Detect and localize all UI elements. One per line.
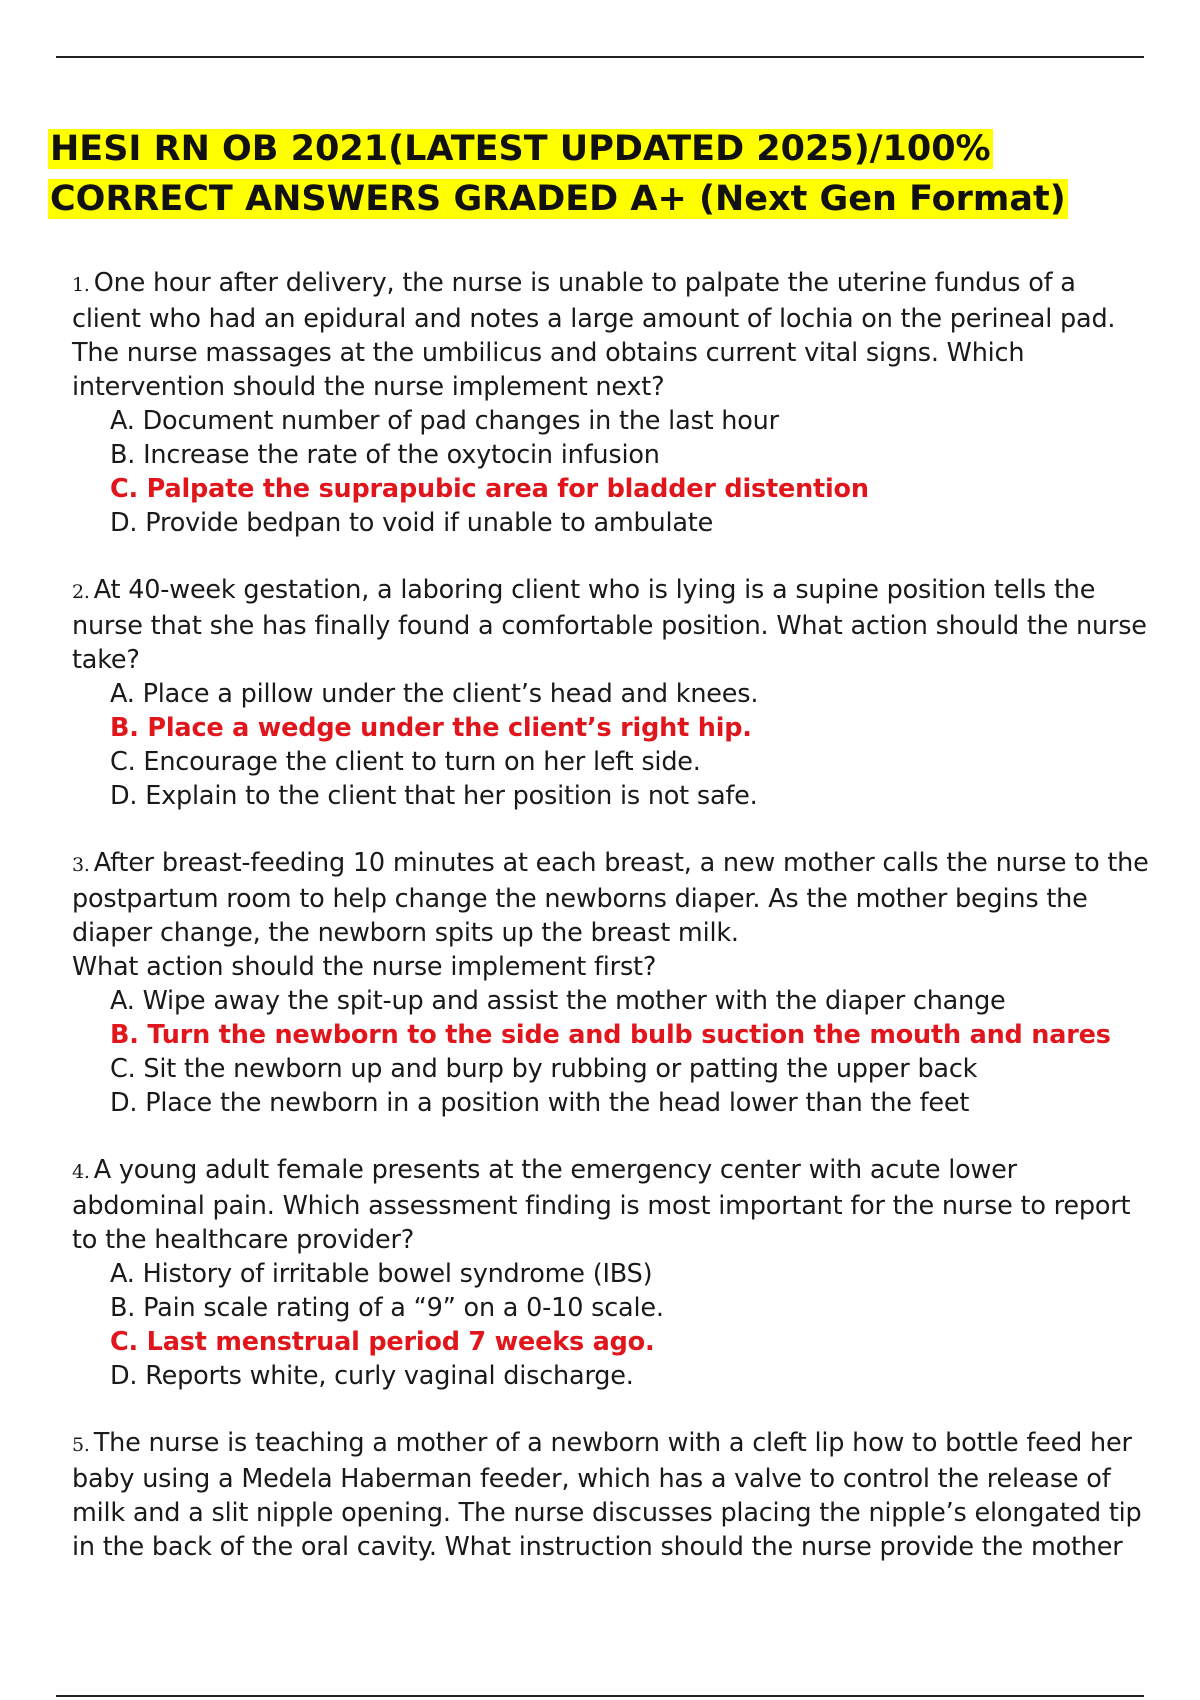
question-item: [72, 266, 1152, 540]
answer-option: D. Provide bedpan to void if unable to ambulate: [110, 508, 714, 538]
question-item: [72, 846, 1152, 1120]
answer-options: [72, 404, 1152, 540]
correct-answer-option: B. Place a wedge under the client’s right hip.: [110, 713, 752, 743]
answer-option: D. Explain to the client that her position is not safe.: [110, 781, 758, 811]
answer-option: A. Document number of pad changes in the last hour: [110, 406, 779, 436]
top-rule: [56, 56, 1144, 58]
question-number: 3.: [72, 854, 90, 876]
question-text: At 40-week gestation, a laboring client who is lying is a supine position tells the nurse that she has finally found a comfortable position. What action should the nurse take?: [72, 575, 1147, 675]
question-stem: [72, 1153, 1152, 1257]
question-text: After breast-feeding 10 minutes at each breast, a new mother calls the nurse to the postpartum room to help change the newborns diaper. As the mother begins the diaper change, the newborn spits up the breast milk. What action should the nurse implement first?: [72, 848, 1149, 982]
question-item: [72, 1426, 1152, 1564]
question-list: [72, 266, 1152, 1597]
answer-option: B. Increase the rate of the oxytocin infusion: [110, 440, 660, 470]
answer-option: A. History of irritable bowel syndrome (IBS): [110, 1259, 653, 1289]
question-number: 5.: [72, 1434, 90, 1456]
question-item: [72, 573, 1152, 813]
question-text: One hour after delivery, the nurse is unable to palpate the uterine fundus of a client who had an epidural and notes a large amount of lochia on the perineal pad. The nurse massages at the umbilicus and obtains current vital signs. Which intervention should the nurse implement next?: [72, 268, 1116, 402]
answer-options: [72, 1257, 1152, 1393]
question-number: 4.: [72, 1161, 90, 1183]
answer-option: A. Place a pillow under the client’s head and knees.: [110, 679, 759, 709]
correct-answer-option: C. Palpate the suprapubic area for bladder distention: [110, 474, 869, 504]
answer-option: C. Encourage the client to turn on her left side.: [110, 747, 701, 777]
correct-answer-option: C. Last menstrual period 7 weeks ago.: [110, 1327, 655, 1357]
question-text: The nurse is teaching a mother of a newborn with a cleft lip how to bottle feed her baby using a Medela Haberman feeder, which has a valve to control the release of milk and a slit nipple opening. The nurse discusses placing the nipple’s elongated tip in the back of the oral cavity. What instruction should the nurse provide the mother: [72, 1428, 1142, 1562]
answer-option: C. Sit the newborn up and burp by rubbing or patting the upper back: [110, 1054, 978, 1084]
question-stem: [72, 846, 1152, 984]
answer-option: B. Pain scale rating of a “9” on a 0-10 scale.: [110, 1293, 664, 1323]
answer-options: [72, 677, 1152, 813]
question-number: 1.: [72, 274, 90, 296]
question-number: 2.: [72, 581, 90, 603]
question-stem: [72, 266, 1152, 404]
question-stem: [72, 1426, 1152, 1564]
question-item: [72, 1153, 1152, 1393]
question-text: A young adult female presents at the emergency center with acute lower abdominal pain. Which assessment finding is most important for the nurse to report to the healthcare provider?: [72, 1155, 1131, 1255]
bottom-rule: [56, 1695, 1144, 1697]
correct-answer-option: B. Turn the newborn to the side and bulb suction the mouth and nares: [110, 1020, 1111, 1050]
title-highlight: HESI RN OB 2021(LATEST UPDATED 2025)/100% CORRECT ANSWERS GRADED A+ (Next Gen Format): [50, 129, 1066, 219]
answer-option: A. Wipe away the spit-up and assist the mother with the diaper change: [110, 986, 1006, 1016]
document-title: [48, 124, 1158, 224]
answer-option: D. Reports white, curly vaginal discharge.: [110, 1361, 634, 1391]
answer-options: [72, 984, 1152, 1120]
answer-option: D. Place the newborn in a position with the head lower than the feet: [110, 1088, 970, 1118]
question-stem: [72, 573, 1152, 677]
